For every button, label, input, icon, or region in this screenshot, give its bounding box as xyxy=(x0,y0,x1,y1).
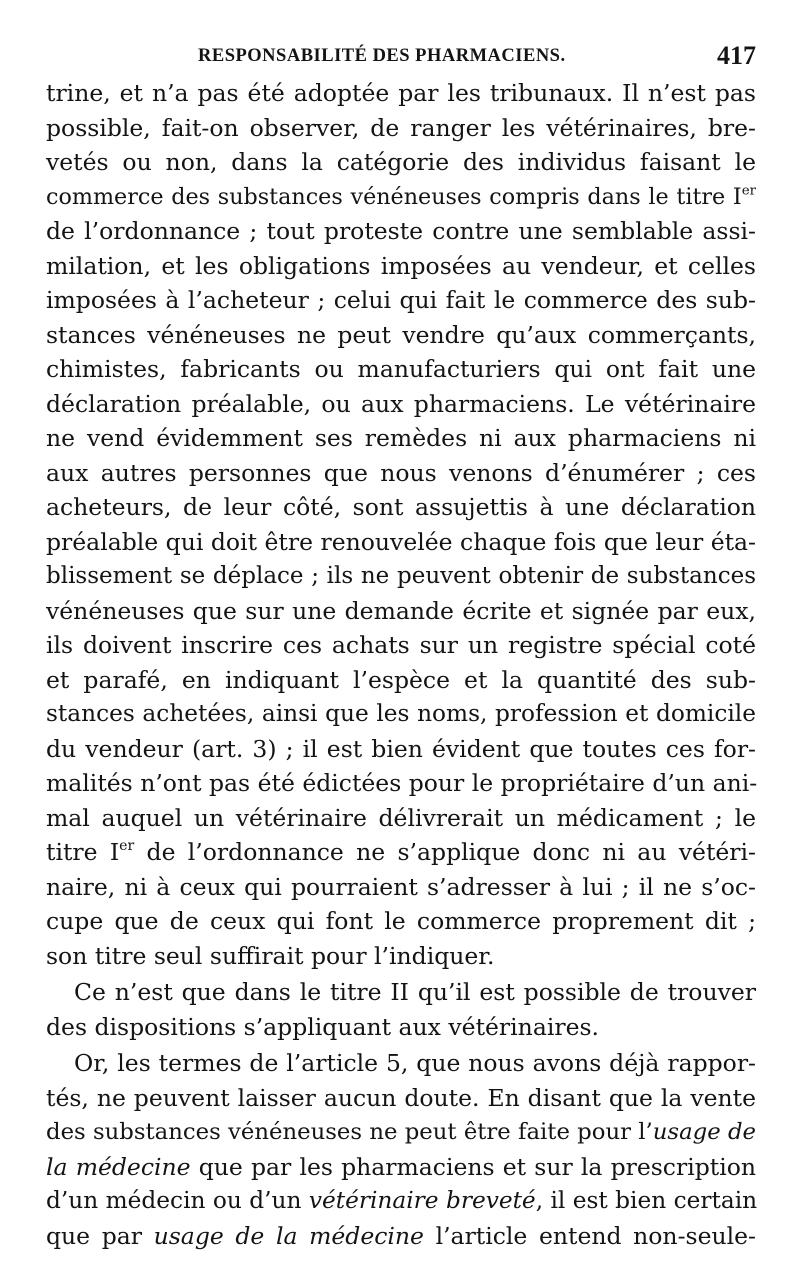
text-line: milation, et les obligations imposées au vendeur, et celles xyxy=(46,251,756,280)
text-line: tés, ne peuvent laisser aucun doute. En disant que la vente xyxy=(46,1083,756,1112)
text-line: préalable qui doit être renouvelée chaque fois que leur éta- xyxy=(46,527,756,556)
text-line: son titre seul suffirait pour l’indiquer. xyxy=(46,941,495,970)
body-text xyxy=(46,76,756,1253)
text-line: imposées à l’acheteur ; celui qui fait le commerce des sub- xyxy=(46,286,756,314)
text-line: Or, les termes de l’article 5, que nous avons déjà rappor- xyxy=(74,1049,756,1077)
text-line: d’un médecin ou d’un vétérinaire breveté, il est bien certain xyxy=(46,1187,758,1214)
superscript: er xyxy=(741,183,756,199)
text-line: stances vénéneuses ne peut vendre qu’aux commerçants, xyxy=(46,320,756,349)
text-line: que par usage de la médecine l’article entend non-seule- xyxy=(46,1221,756,1250)
text-line: chimistes, fabricants ou manufacturiers qui ont fait une xyxy=(46,355,756,383)
italic-text: usage de la médecine xyxy=(153,1221,424,1250)
text-line: des dispositions s’appliquant aux vétérinaires. xyxy=(46,1012,600,1041)
running-head: RESPONSABILITÉ DES PHARMACIENS. xyxy=(198,46,566,66)
text-line: trine, et n’a pas été adoptée par les tribunaux. Il n’est pas xyxy=(46,79,756,107)
superscript: er xyxy=(119,838,135,855)
paragraph-3 xyxy=(46,1046,756,1253)
text-line: malités n’ont pas été édictées pour le propriétaire d’un ani- xyxy=(46,769,758,797)
text-line: des substances vénéneuses ne peut être faite pour l’usage de xyxy=(46,1119,756,1145)
italic-text: vétérinaire breveté xyxy=(308,1187,536,1214)
text-line: vetés ou non, dans la catégorie des individus faisant le xyxy=(46,148,756,176)
text-line: blissement se déplace ; ils ne peuvent obtenir de substances xyxy=(46,563,756,589)
text-line: déclaration préalable, ou aux pharmaciens. Le vétérinaire xyxy=(46,389,756,418)
text-line: commerce des substances vénéneuses compris dans le titre Ier xyxy=(46,183,756,210)
italic-text: la médecine xyxy=(46,1152,191,1181)
text-line: vénéneuses que sur une demande écrite et signée par eux, xyxy=(46,596,756,625)
text-line: ils doivent inscrire ces achats sur un registre spécial coté xyxy=(46,631,756,659)
text-line: possible, fait-on observer, de ranger les vétérinaires, bre- xyxy=(46,113,756,142)
text-line: aux autres personnes que nous venons d’énumérer ; ces xyxy=(46,458,756,487)
text-line: acheteurs, de leur côté, sont assujettis à une déclaration xyxy=(46,493,756,521)
text-line: de l’ordonnance ; tout proteste contre une semblable assi- xyxy=(46,217,756,245)
text-line: titre Ier de l’ordonnance ne s’applique donc ni au vétéri- xyxy=(46,838,756,866)
page-header xyxy=(46,36,756,76)
paragraph-2 xyxy=(46,975,756,1044)
text-line: et parafé, en indiquant l’espèce et la quantité des sub- xyxy=(46,665,756,694)
text-line: ne vend évidemment ses remèdes ni aux pharmaciens ni xyxy=(46,424,756,452)
text-line: Ce n’est que dans le titre II qu’il est possible de trouver xyxy=(74,978,756,1006)
text-line: cupe que de ceux qui font le commerce proprement dit ; xyxy=(46,907,756,935)
text-line: du vendeur (art. 3) ; il est bien évident que toutes ces for- xyxy=(46,734,756,763)
text-line: naire, ni à ceux qui pourraient s’adresser à lui ; il ne s’oc- xyxy=(46,872,756,901)
text-line: mal auquel un vétérinaire délivrerait un médicament ; le xyxy=(46,803,756,832)
italic-text: usage de xyxy=(652,1119,756,1145)
text-line: stances achetées, ainsi que les noms, profession et domicile xyxy=(46,700,756,727)
paragraph-1 xyxy=(46,76,756,973)
text-line: la médecine que par les pharmaciens et sur la prescription xyxy=(46,1152,757,1181)
page-number: 417 xyxy=(717,41,756,70)
